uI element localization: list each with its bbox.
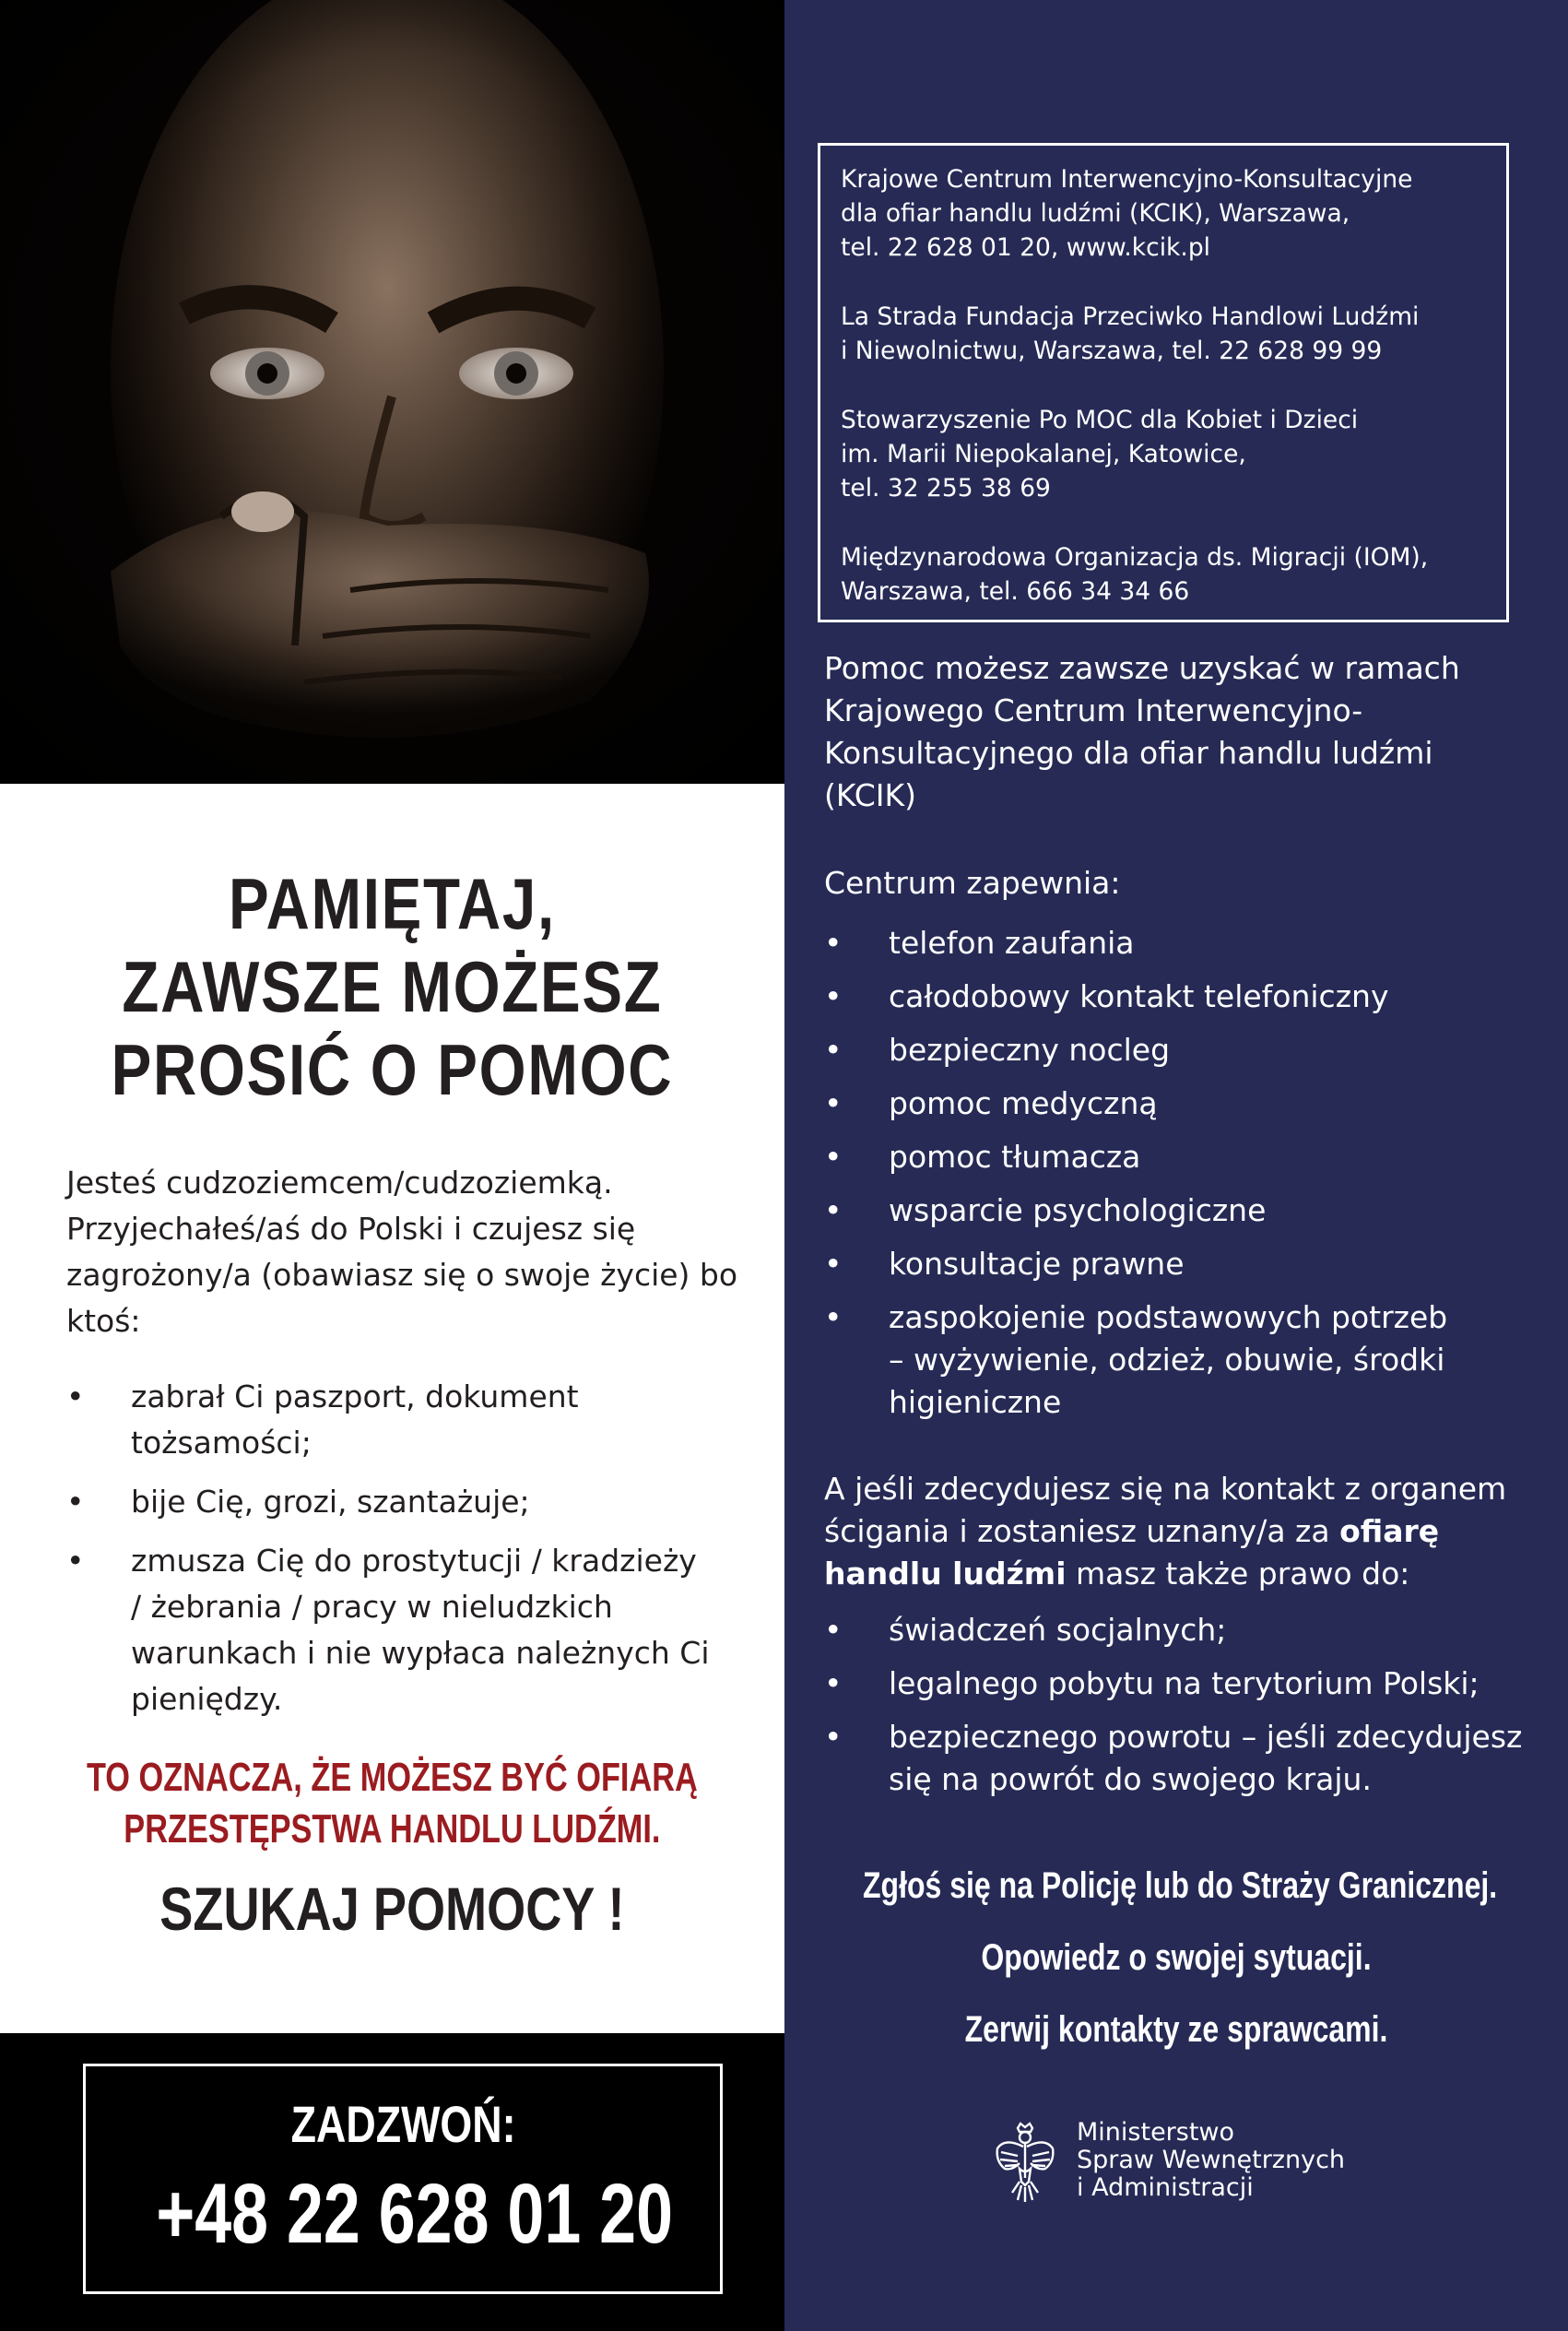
help-intro-line: Krajowego Centrum Interwencyjno- <box>824 692 1363 728</box>
organization-entry <box>841 403 1486 505</box>
organization-entry <box>841 540 1486 609</box>
service-item-line: – wyżywienie, odzież, obuwie, środki <box>889 1342 1445 1378</box>
warning-line: TO OZNACZA, ŻE MOŻESZ BYĆ OFIARĄ <box>86 1755 698 1800</box>
intro-text <box>66 1160 767 1344</box>
help-intro-line: (KCIK) <box>824 777 916 813</box>
threat-item-line: warunkach i nie wypłaca należnych Ci <box>131 1635 710 1671</box>
right-item <box>824 1662 1543 1705</box>
bullet-dot: • <box>824 1246 843 1282</box>
intro-line: Jesteś cudzoziemcem/cudzoziemką. <box>66 1165 613 1201</box>
cta-line: Opowiedz o swojej sytuacji. <box>981 1937 1372 1978</box>
rights-intro-line <box>824 1510 1552 1553</box>
headline-line: ZAWSZE MOŻESZ <box>122 946 663 1027</box>
headline-line: PROSIĆ O POMOC <box>111 1029 674 1110</box>
ministry-line: Spraw Wewnętrznych <box>1077 2146 1346 2174</box>
bullet-dot: • <box>824 1032 843 1068</box>
service-item <box>824 1243 1543 1285</box>
cta-line: Zerwij kontakty ze sprawcami. <box>964 2009 1388 2050</box>
bullet-dot: • <box>66 1484 85 1520</box>
organizations-box <box>818 143 1509 622</box>
threat-item <box>66 1374 749 1466</box>
organization-line: Warszawa, tel. 666 34 34 66 <box>841 577 1190 606</box>
services-list <box>824 922 1543 1435</box>
organization-line: Stowarzyszenie Po MOC dla Kobiet i Dzieci <box>841 406 1359 434</box>
organization-line: Krajowe Centrum Interwencyjno-Konsultacyjne <box>841 165 1413 194</box>
hotline-number[interactable]: +48 22 628 01 20 <box>156 2167 674 2261</box>
rights-intro-bold: handlu ludźmi <box>824 1556 1067 1591</box>
bullet-dot: • <box>824 1139 843 1175</box>
service-item <box>824 1189 1543 1232</box>
service-item <box>824 1083 1543 1125</box>
face-covered-by-hand-image <box>0 0 784 784</box>
bullet-dot: • <box>824 925 843 961</box>
headline <box>63 862 722 1111</box>
call-label: ZADZWOŃ: <box>290 2095 516 2153</box>
rights-intro-text: ścigania i zostaniesz uznany/a za <box>824 1513 1340 1549</box>
organization-entry <box>841 300 1486 368</box>
threat-item <box>66 1479 749 1525</box>
bullet-dot: • <box>66 1543 85 1579</box>
organization-line: La Strada Fundacja Przeciwko Handlowi Ludźmi <box>841 302 1420 331</box>
intro-line: zagrożony/a (obawiasz się o swoje życie) bo <box>66 1257 738 1293</box>
bullet-dot: • <box>824 1085 843 1121</box>
seek-help-heading: SZUKAJ POMOCY ! <box>159 1875 625 1943</box>
right-item-line: bezpiecznego powrotu – jeśli zdecydujesz <box>889 1719 1523 1755</box>
warning-line: PRZESTĘPSTWA HANDLU LUDŹMI. <box>124 1806 661 1852</box>
threats-list <box>66 1374 749 1735</box>
rights-intro-line <box>824 1553 1552 1595</box>
bullet-dot: • <box>824 1719 843 1755</box>
headline-line: PAMIĘTAJ, <box>228 863 556 944</box>
call-box <box>83 2064 723 2294</box>
intro-line: Przyjechałeś/aś do Polski i czujesz się <box>66 1211 636 1247</box>
rights-intro-text: masz także prawo do: <box>1066 1556 1410 1591</box>
call-bar <box>0 2033 784 2331</box>
center-provides-heading: Centrum zapewnia: <box>824 865 1121 901</box>
service-item <box>824 922 1543 964</box>
cta-line: Zgłoś się na Policję lub do Straży Granicznej. <box>863 1865 1498 1906</box>
right-column <box>784 0 1568 2331</box>
organization-line: dla ofiar handlu ludźmi (KCIK), Warszawa, <box>841 199 1350 228</box>
service-item-line: pomoc tłumacza <box>889 1139 1141 1175</box>
bullet-dot: • <box>824 1192 843 1228</box>
ministry-logo <box>992 2119 1379 2211</box>
service-item <box>824 1136 1543 1178</box>
right-item-line: legalnego pobytu na terytorium Polski; <box>889 1665 1480 1701</box>
service-item-line: zaspokojenie podstawowych potrzeb <box>889 1299 1448 1335</box>
service-item <box>824 1029 1543 1071</box>
service-item <box>824 976 1543 1018</box>
organization-line: i Niewolnictwu, Warszawa, tel. 22 628 99 99 <box>841 337 1383 365</box>
organization-line: im. Marii Niepokalanej, Katowice, <box>841 440 1246 468</box>
service-item-line: bezpieczny nocleg <box>889 1032 1171 1068</box>
help-intro-line: Pomoc możesz zawsze uzyskać w ramach <box>824 650 1460 686</box>
ministry-line: i Administracji <box>1077 2173 1254 2202</box>
organization-line: Międzynarodowa Organizacja ds. Migracji (IOM), <box>841 543 1429 572</box>
threat-item-line: zabrał Ci paszport, dokument <box>131 1378 579 1414</box>
service-item-line: konsultacje prawne <box>889 1246 1185 1282</box>
right-item-line: się na powrót do swojego kraju. <box>889 1761 1372 1797</box>
organization-line: tel. 32 255 38 69 <box>841 474 1051 503</box>
threat-item-line: zmusza Cię do prostytucji / kradzieży <box>131 1543 697 1579</box>
rights-list <box>824 1609 1543 1812</box>
service-item-line: telefon zaufania <box>889 925 1135 961</box>
service-item-line: higieniczne <box>889 1384 1062 1420</box>
organization-entry <box>841 162 1486 265</box>
help-intro-line: Konsultacyjnego dla ofiar handlu ludźmi <box>824 735 1433 771</box>
bullet-dot: • <box>824 1299 843 1335</box>
bullet-dot: • <box>824 1665 843 1701</box>
bullet-dot: • <box>824 1612 843 1648</box>
rights-intro-line: A jeśli zdecydujesz się na kontakt z organem <box>824 1471 1507 1507</box>
threat-item-line: / żebrania / pracy w nieludzkich <box>131 1589 613 1625</box>
ministry-line: Ministerstwo <box>1077 2118 1235 2147</box>
service-item-line: wsparcie psychologiczne <box>889 1192 1267 1228</box>
polish-eagle-emblem-icon <box>992 2121 1058 2204</box>
intro-line: ktoś: <box>66 1303 141 1339</box>
threat-item <box>66 1538 749 1722</box>
service-item-line: całodobowy kontakt telefoniczny <box>889 978 1389 1014</box>
service-item <box>824 1296 1543 1424</box>
threat-item-line: bije Cię, grozi, szantażuje; <box>131 1484 530 1520</box>
service-item-line: pomoc medyczną <box>889 1085 1158 1121</box>
warning-text <box>87 1752 699 1855</box>
ministry-name <box>1077 2119 1345 2202</box>
threat-item-line: tożsamości; <box>131 1425 312 1461</box>
right-item <box>824 1609 1543 1651</box>
rights-intro <box>824 1468 1552 1595</box>
rights-intro-bold: ofiarę <box>1339 1513 1440 1549</box>
right-item <box>824 1716 1543 1801</box>
help-intro <box>824 647 1525 817</box>
threat-item-line: pieniędzy. <box>131 1681 283 1717</box>
bullet-dot: • <box>824 978 843 1014</box>
right-item-line: świadczeń socjalnych; <box>889 1612 1227 1648</box>
organization-line: tel. 22 628 01 20, www.kcik.pl <box>841 233 1211 262</box>
bullet-dot: • <box>66 1378 85 1414</box>
